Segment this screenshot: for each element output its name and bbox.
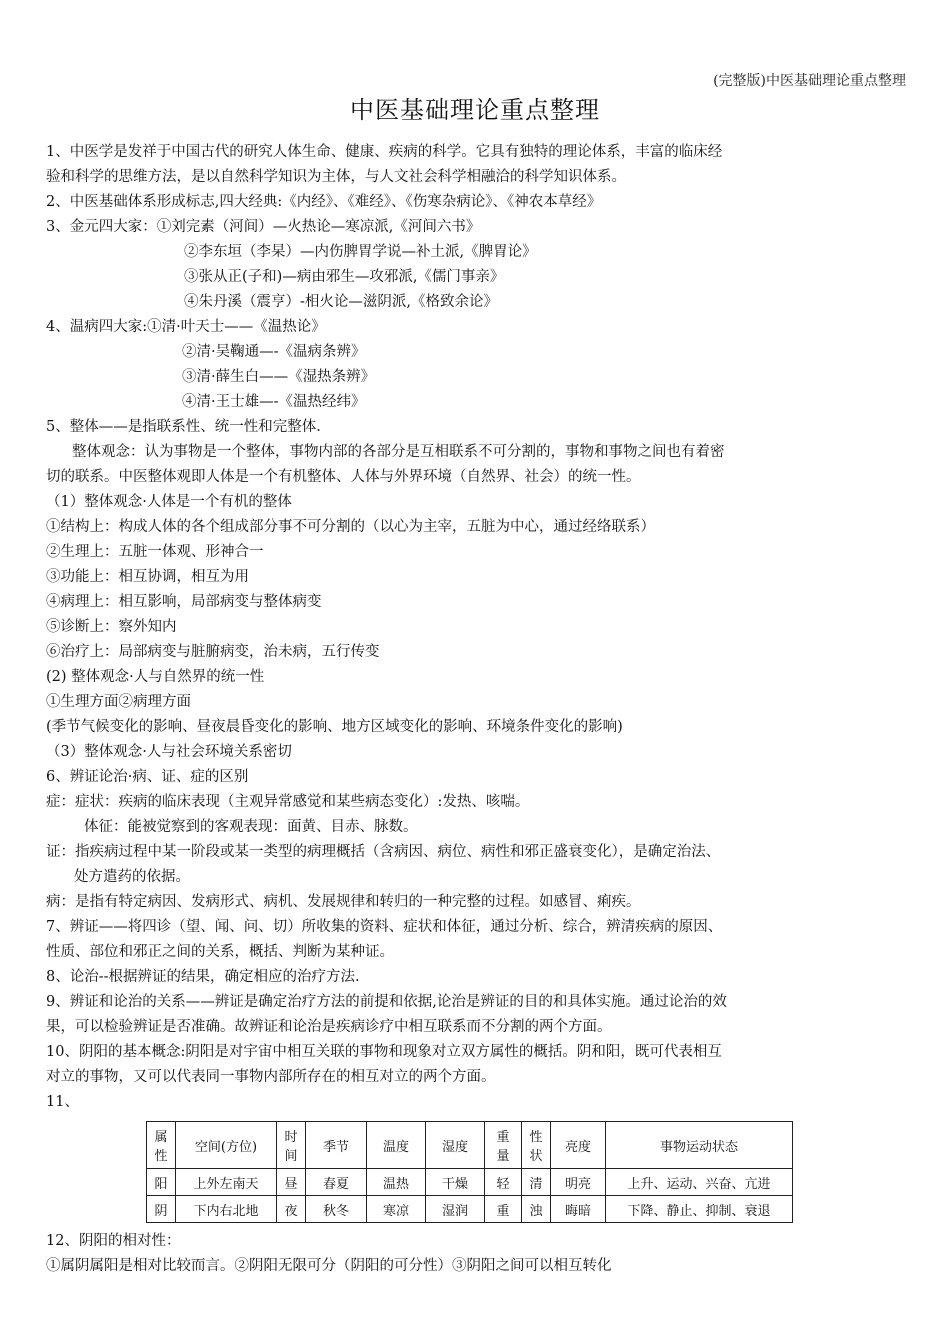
paragraph-line: 7、辨证——将四诊（望、闻、问、切）所收集的资料、症状和体征，通过分析、综合，辨清疾病的原因、 [46, 919, 723, 935]
paragraph-line: 6、辨证论治·病、证、症的区别 [46, 769, 249, 785]
table-cell: 寒凉 [367, 1196, 426, 1223]
list-item: ③功能上：相互协调，相互为用 [46, 569, 249, 585]
table-cell: 阴 [147, 1196, 176, 1223]
paragraph-line: 处方遣药的依据。 [74, 869, 190, 885]
list-item: ③张从正(子和)—病由邪生—攻邪派,《儒门事亲》 [184, 269, 505, 285]
paragraph-line: ①属阴属阳是相对比较而言。②阴阳无限可分（阴阳的可分性）③阴阳之间可以相互转化 [46, 1258, 612, 1274]
subheading: (2) 整体观念·人与自然界的统一性 [46, 669, 265, 685]
table-cell: 昼 [277, 1169, 306, 1196]
paragraph-line: 12、阴阳的相对性： [46, 1233, 181, 1249]
paragraph-line: 3、金元四大家：①刘完素（河间）—火热论—寒凉派,《河间六书》 [46, 219, 481, 235]
running-header: (完整版)中医基础理论重点整理 [713, 73, 906, 89]
table-cell: 湿润 [426, 1196, 485, 1223]
list-item: ⑥治疗上：局部病变与脏腑病变，治未病，五行传变 [46, 644, 380, 660]
table-header-cell: 温度 [367, 1122, 426, 1169]
yin-yang-table [146, 1121, 793, 1223]
subheading: （1）整体观念·人体是一个有机的整体 [46, 494, 292, 510]
list-item: ⑤诊断上：察外知内 [46, 619, 177, 635]
table-cell: 晦暗 [551, 1196, 606, 1223]
table-cell: 轻 [485, 1169, 522, 1196]
paragraph-line: 症：症状：疾病的临床表现（主观异常感觉和某些病态变化）:发热、咳喘。 [46, 794, 530, 810]
table-header-cell: 事物运动状态 [606, 1122, 793, 1169]
list-item: ③清·薛生白——《湿热条辨》 [182, 369, 376, 385]
table-header-row [147, 1122, 793, 1169]
list-item: ②李东垣（李杲）—内伤脾胃学说—补土派,《脾胃论》 [184, 244, 537, 260]
table-cell: 重 [485, 1196, 522, 1223]
paragraph-line: 5、整体——是指联系性、统一性和完整体. [46, 419, 321, 435]
paragraph-line: 11、 [46, 1094, 79, 1110]
table-header-cell: 亮度 [551, 1122, 606, 1169]
paragraph-line: 切的联系。中医整体观即人体是一个有机整体、人体与外界环境（自然界、社会）的统一性。 [46, 469, 641, 485]
list-item: ①结构上：构成人体的各个组成部分事不可分割的（以心为主宰，五脏为中心，通过经络联系） [46, 519, 655, 535]
table-cell: 上升、运动、兴奋、亢进 [606, 1169, 793, 1196]
table-cell: 秋冬 [306, 1196, 367, 1223]
paragraph-line: 果，可以检验辨证是否准确。故辨证和论治是疾病诊疗中相互联系而不分割的两个方面。 [46, 1019, 612, 1035]
table-header-cell: 重 量 [485, 1122, 522, 1169]
paragraph-line: 验和科学的思维方法，是以自然科学知识为主体，与人文社会科学相融洽的科学知识体系。 [46, 169, 626, 185]
paragraph-line: 整体观念：认为事物是一个整体，事物内部的各部分是互相联系不可分割的，事物和事物之间也有着密 [72, 444, 725, 460]
list-item: ④朱丹溪（震亨）-相火论—滋阴派,《格致余论》 [184, 294, 499, 310]
table-cell: 夜 [277, 1196, 306, 1223]
table-cell: 明亮 [551, 1169, 606, 1196]
table-cell: 上外左南天 [176, 1169, 277, 1196]
table-cell: 浊 [522, 1196, 551, 1223]
paragraph-line: 1、中医学是发祥于中国古代的研究人体生命、健康、疾病的科学。它具有独特的理论体系，丰富的临床经 [46, 144, 723, 160]
table-row [147, 1196, 793, 1223]
table-cell: 温热 [367, 1169, 426, 1196]
paragraph-line: (季节气候变化的影响、昼夜晨昏变化的影响、地方区域变化的影响、环境条件变化的影响) [46, 719, 623, 735]
table-cell: 下降、静止、抑制、衰退 [606, 1196, 793, 1223]
paragraph-line: 10、阴阳的基本概念:阴阳是对宇宙中相互关联的事物和现象对立双方属性的概括。阴和阳，既可代表相互 [46, 1044, 722, 1060]
table-cell: 春夏 [306, 1169, 367, 1196]
list-item: ④清·王士雄—-《温热经纬》 [182, 394, 366, 410]
table-cell: 干燥 [426, 1169, 485, 1196]
list-item: ①生理方面②病理方面 [46, 694, 191, 710]
list-item: ②生理上：五脏一体观、形神合一 [46, 544, 264, 560]
table-row [147, 1169, 793, 1196]
paragraph-line: 病：是指有特定病因、发病形式、病机、发展规律和转归的一种完整的过程。如感冒、痢疾。 [46, 894, 641, 910]
table-header-cell: 时 间 [277, 1122, 306, 1169]
table-header-cell: 性 状 [522, 1122, 551, 1169]
paragraph-line: 8、论治--根据辨证的结果，确定相应的治疗方法. [46, 969, 360, 985]
table-cell: 下内右北地 [176, 1196, 277, 1223]
subheading: （3）整体观念·人与社会环境关系密切 [46, 744, 292, 760]
table-header-cell: 季节 [306, 1122, 367, 1169]
paragraph-line: 性质、部位和邪正之间的关系，概括、判断为某种证。 [46, 944, 394, 960]
table-cell: 清 [522, 1169, 551, 1196]
table-header-cell: 空间(方位) [176, 1122, 277, 1169]
paragraph-line: 证：指疾病过程中某一阶段或某一类型的病理概括（含病因、病位、病性和邪正盛衰变化），是确定治法、 [46, 844, 721, 860]
paragraph-line: 9、辨证和论治的关系——辨证是确定治疗方法的前提和依据,论治是辨证的目的和具体实施。通过论治的效 [46, 994, 727, 1010]
paragraph-line: 对立的事物，又可以代表同一事物内部所存在的相互对立的两个方面。 [46, 1069, 496, 1085]
list-item: ④病理上：相互影响，局部病变与整体病变 [46, 594, 322, 610]
table-header-cell: 湿度 [426, 1122, 485, 1169]
document-body [46, 140, 908, 1279]
paragraph-line: 4、温病四大家:①清·叶天士——《温热论》 [46, 319, 326, 335]
table-cell: 阳 [147, 1169, 176, 1196]
page-title: 中医基础理论重点整理 [350, 96, 600, 124]
paragraph-line: 体征：能被觉察到的客观表现：面黄、目赤、脉数。 [84, 819, 418, 835]
paragraph-line: 2、中医基础体系形成标志,四大经典:《内经》、《难经》、《伤寒杂病论》、《神农本草经》 [46, 194, 602, 210]
table-header-cell: 属 性 [147, 1122, 176, 1169]
list-item: ②清·吴鞠通—-《温病条辨》 [182, 344, 366, 360]
